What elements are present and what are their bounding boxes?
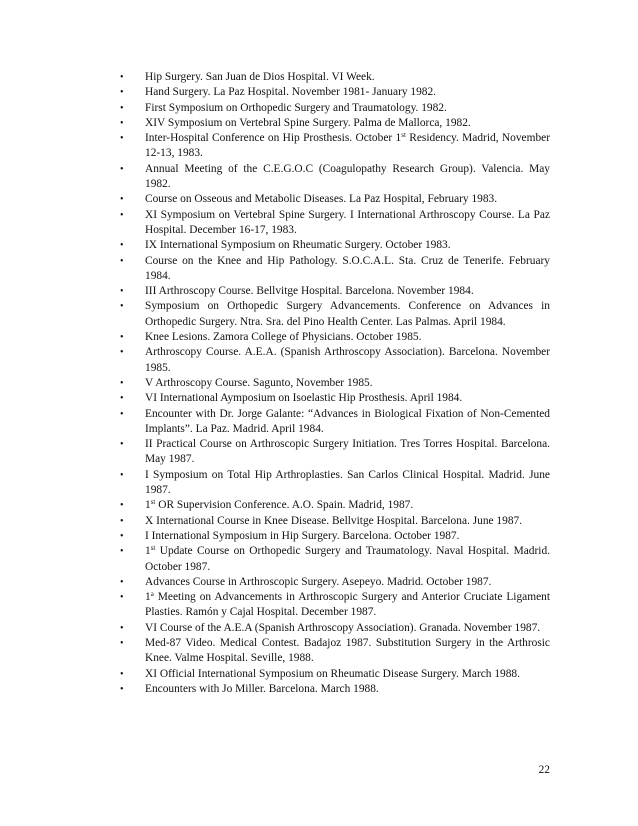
item-text: V Arthroscopy Course. Sagunto, November 1985. bbox=[145, 376, 373, 389]
bullet-icon: • bbox=[120, 393, 124, 405]
bullet-icon: • bbox=[120, 515, 124, 527]
bullet-icon: • bbox=[120, 637, 124, 649]
list-item bbox=[120, 544, 550, 575]
bullet-icon: • bbox=[120, 683, 124, 695]
item-text: Arthroscopy Course. A.E.A. (Spanish Arthroscopy Association). Barcelona. November 1985. bbox=[145, 346, 550, 374]
item-text: Advances Course in Arthroscopic Surgery. Asepeyo. Madrid. October 1987. bbox=[145, 575, 492, 588]
list-item bbox=[120, 162, 550, 193]
item-text: Knee Lesions. Zamora College of Physicians. October 1985. bbox=[145, 331, 422, 344]
item-text: 1 bbox=[145, 591, 151, 604]
bullet-icon: • bbox=[120, 209, 124, 221]
bullet-icon: • bbox=[120, 530, 124, 542]
list-item bbox=[120, 131, 550, 162]
bullet-icon: • bbox=[120, 576, 124, 588]
bullet-icon: • bbox=[120, 102, 124, 114]
bullet-icon: • bbox=[120, 622, 124, 634]
list-item bbox=[120, 391, 550, 406]
item-text: XI Official International Symposium on Rheumatic Disease Surgery. March 1988. bbox=[145, 667, 520, 680]
bullet-icon: • bbox=[120, 117, 124, 129]
item-text: Hand Surgery. La Paz Hospital. November 1981- January 1982. bbox=[145, 86, 437, 99]
list-item bbox=[120, 345, 550, 376]
item-text: III Arthroscopy Course. Bellvitge Hospital. Barcelona. November 1984. bbox=[145, 285, 474, 298]
bullet-icon: • bbox=[120, 87, 124, 99]
item-text: II Practical Course on Arthroscopic Surgery Initiation. Tres Torres Hospital. Barcelona. May 1987. bbox=[145, 438, 550, 466]
list-item bbox=[120, 376, 550, 391]
item-text: Inter-Hospital Conference on Hip Prosthesis. October 1 bbox=[145, 132, 402, 145]
list-item bbox=[120, 636, 550, 667]
item-text: I Symposium on Total Hip Arthroplasties. San Carlos Clinical Hospital. Madrid. June 1987. bbox=[145, 468, 550, 497]
item-text: Hip Surgery. San Juan de Dios Hospital. VI Week. bbox=[145, 71, 375, 83]
list-item bbox=[120, 116, 550, 131]
list-item bbox=[120, 682, 550, 697]
ordinal-superscript: st bbox=[401, 131, 406, 140]
bullet-icon: • bbox=[120, 72, 124, 83]
list-item bbox=[120, 330, 550, 345]
item-text: 1 bbox=[145, 499, 151, 512]
item-text: VI Course of the A.E.A (Spanish Arthroscopy Association). Granada. November 1987. bbox=[145, 621, 541, 634]
item-text: Encounters with Jo Miller. Barcelona. March 1988. bbox=[145, 682, 379, 695]
list-item bbox=[120, 238, 550, 253]
item-text: Encounter with Dr. Jorge Galante: “Advances in Biological Fixation of Non-Cemented Implants”. La Paz. Madrid. April 1984. bbox=[145, 407, 550, 435]
bullet-icon: • bbox=[120, 286, 124, 298]
item-text: Update Course on Orthopedic Surgery and Traumatology. Naval Hospital. Madrid. October 1987. bbox=[145, 545, 550, 573]
item-text: VI International Aymposium on Isoelastic Hip Prosthesis. April 1984. bbox=[145, 392, 463, 405]
list-item bbox=[120, 85, 550, 100]
bullet-icon: • bbox=[120, 163, 124, 175]
item-text: XI Symposium on Vertebral Spine Surgery. I International Arthroscopy Course. La Paz Hospital. December 16-17, 1983. bbox=[145, 208, 550, 236]
item-text: Residency. Madrid, November 12-13, 1983. bbox=[145, 132, 550, 160]
item-text: First Symposium on Orthopedic Surgery and Traumatology. 1982. bbox=[145, 101, 447, 114]
item-text: Med-87 Video. Medical Contest. Badajoz 1987. Substitution Surgery in the Arthrosic Knee. Valme Hospital. Seville, 1988. bbox=[145, 636, 550, 665]
list-item bbox=[120, 70, 550, 85]
item-text: IX International Symposium on Rheumatic Surgery. October 1983. bbox=[145, 239, 451, 252]
bullet-icon: • bbox=[120, 592, 124, 604]
list-item bbox=[120, 192, 550, 207]
item-text: Course on the Knee and Hip Pathology. S.O.C.A.L. Sta. Cruz de Tenerife. February 1984. bbox=[145, 254, 550, 282]
list-item bbox=[120, 284, 550, 299]
list-item bbox=[120, 498, 550, 513]
list-item bbox=[120, 621, 550, 636]
bullet-icon: • bbox=[120, 255, 124, 267]
list-item bbox=[120, 667, 550, 682]
list-item bbox=[120, 514, 550, 529]
list-item bbox=[120, 101, 550, 116]
bullet-icon: • bbox=[120, 347, 124, 359]
item-text: I International Symposium in Hip Surgery. Barcelona. October 1987. bbox=[145, 529, 460, 542]
bullet-icon: • bbox=[120, 194, 124, 206]
list-item bbox=[120, 208, 550, 239]
list-item bbox=[120, 254, 550, 285]
list-item bbox=[120, 590, 550, 621]
list-item bbox=[120, 575, 550, 590]
bullet-icon: • bbox=[120, 133, 124, 145]
bullet-icon: • bbox=[120, 439, 124, 451]
bullet-icon: • bbox=[120, 240, 124, 252]
page-number: 22 bbox=[538, 764, 550, 776]
list-item bbox=[120, 468, 550, 499]
item-text: X International Course in Knee Disease. Bellvitge Hospital. Barcelona. June 1987. bbox=[145, 514, 523, 527]
list-item bbox=[120, 299, 550, 330]
bullet-icon: • bbox=[120, 469, 124, 481]
bullet-icon: • bbox=[120, 332, 124, 344]
item-text: 1 bbox=[145, 545, 151, 558]
item-text: Annual Meeting of the C.E.G.O.C (Coagulopathy Research Group). Valencia. May 1982. bbox=[145, 162, 550, 191]
ordinal-superscript: st bbox=[150, 498, 156, 507]
bullet-icon: • bbox=[120, 377, 124, 389]
item-text: Symposium on Orthopedic Surgery Advancements. Conference on Advances in Orthopedic Surgery. Ntra. Sra. del Pino Health Center. Las Palmas. April 1984. bbox=[145, 300, 550, 328]
bullet-icon: • bbox=[120, 301, 124, 313]
bullet-icon: • bbox=[120, 408, 124, 420]
list-item bbox=[120, 437, 550, 468]
item-text: Course on Osseous and Metabolic Diseases. La Paz Hospital, February 1983. bbox=[145, 193, 498, 206]
list-item bbox=[120, 529, 550, 544]
bullet-icon: • bbox=[120, 668, 124, 680]
course-list bbox=[120, 70, 550, 697]
list-item bbox=[120, 407, 550, 438]
bullet-icon: • bbox=[120, 500, 124, 512]
ordinal-superscript: a bbox=[150, 590, 154, 599]
item-text: XIV Symposium on Vertebral Spine Surgery. Palma de Mallorca, 1982. bbox=[145, 116, 471, 129]
item-text: OR Supervision Conference. A.O. Spain. Madrid, 1987. bbox=[155, 499, 414, 512]
ordinal-superscript: st bbox=[150, 544, 156, 553]
item-text: Meeting on Advancements in Arthroscopic Surgery and Anterior Cruciate Ligament Plasties. Ramón y Cajal Hospital. December 1987. bbox=[145, 591, 550, 619]
bullet-icon: • bbox=[120, 546, 124, 558]
